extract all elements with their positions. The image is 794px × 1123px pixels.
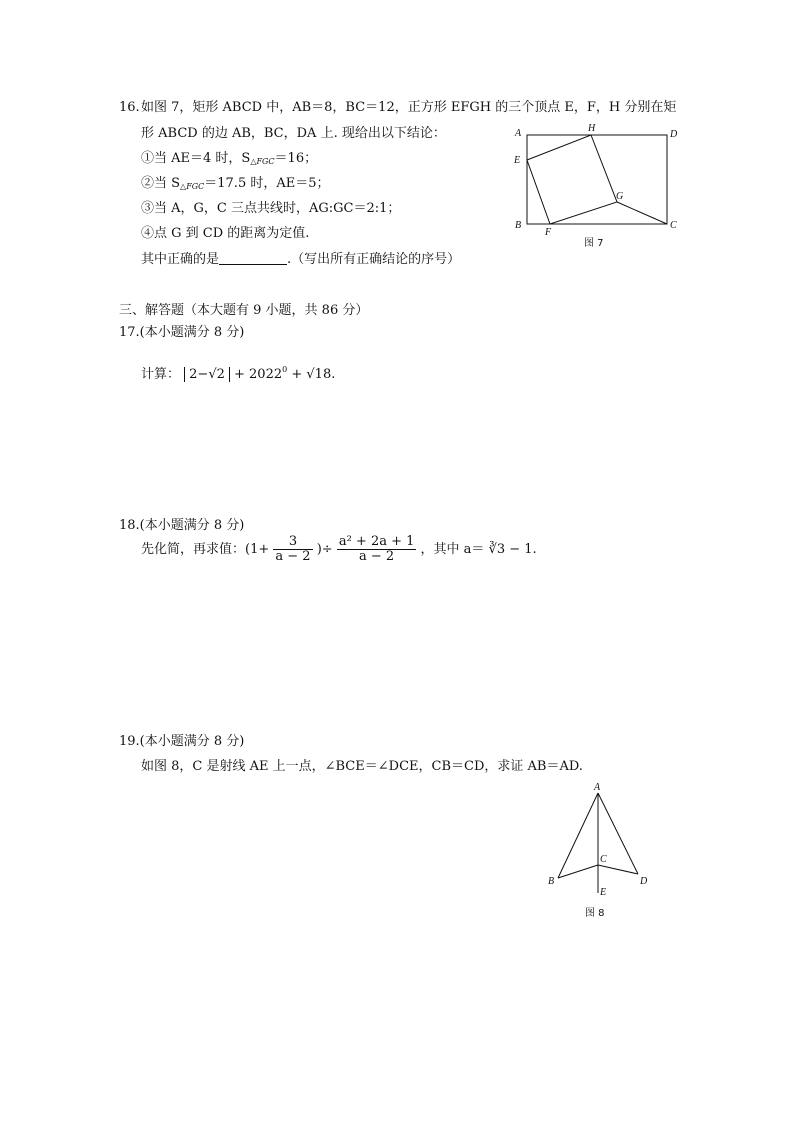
segment-gc: [617, 202, 667, 224]
q16-line2: 形 ABCD 的边 AB，BC，DA 上. 现给出以下结论：: [141, 126, 446, 141]
figure-7: [505, 120, 685, 252]
q16-c2-a: ②当 S: [141, 176, 181, 191]
q16-question: [141, 251, 460, 269]
q17-tail-b: + √18.: [291, 367, 336, 382]
q18-lead: 先化简，再求值：(1+: [141, 542, 270, 557]
fig8-label-a: A: [594, 782, 601, 793]
q16-c1-b: ＝16；: [274, 151, 318, 166]
segment-cb: [558, 865, 598, 878]
segment-ab: [558, 793, 598, 878]
q18-f1-denominator: a − 2: [275, 549, 311, 564]
fig7-label-c: C: [670, 220, 677, 231]
q18-fraction-2: [337, 535, 417, 564]
q18-tail: ，其中 a＝ ∛3 − 1.: [420, 542, 537, 557]
q16-conclusion-4: ④点 G 到 CD 的距离为定值.: [141, 226, 310, 241]
q17-expression: [141, 361, 335, 384]
q17-heading: 17.(本小题满分 8 分): [119, 325, 245, 340]
q17-abs-value: [184, 367, 230, 382]
fig7-label-f: F: [545, 227, 552, 238]
section-3-heading: 三、解答题（本大题有 9 小题，共 86 分）: [119, 303, 369, 318]
figure-8: [540, 778, 660, 923]
q18-f2-numerator: a² + 2a + 1: [338, 534, 415, 549]
q16-c1-sub: △FGC: [250, 157, 275, 166]
q16-conclusion-2: [141, 175, 330, 196]
fig7-label-b: B: [515, 220, 522, 231]
q18-f2-denominator: a − 2: [359, 549, 395, 564]
fig7-label-a: A: [515, 128, 522, 139]
fig7-label-h: H: [588, 123, 596, 134]
segment-cd: [598, 865, 638, 874]
fig7-label-d: D: [670, 129, 678, 140]
fig8-label-b: B: [548, 876, 555, 887]
fig7-label-e: E: [514, 155, 521, 166]
fig7-label-g: G: [616, 191, 624, 202]
fig8-label-c: C: [600, 854, 607, 865]
q17-calc-label: 计算：: [141, 367, 181, 382]
q17-abs-inner: 2−√2: [189, 367, 225, 382]
q16-conclusion-1: [141, 150, 317, 171]
fig8-label-d: D: [640, 876, 648, 887]
q16-answer-blank[interactable]: [219, 252, 287, 265]
square-efgh: [527, 135, 617, 224]
q16-conclusion-3: ③当 A，G，C 三点共线时，AG:GC＝2:1；: [141, 201, 401, 216]
q19-heading: 19.(本小题满分 8 分): [119, 734, 245, 749]
q16-c2-sub: △FGC: [180, 182, 205, 191]
fig8-caption: 图 8: [585, 908, 605, 919]
q18-heading: 18.(本小题满分 8 分): [119, 518, 245, 533]
q17-tail-a: + 2022: [234, 367, 283, 382]
q18-expression: [141, 535, 537, 564]
q16-line1: 如图 7，矩形 ABCD 中，AB＝8，BC＝12，正方形 EFGH 的三个顶点 E，F，H 分别在矩: [141, 100, 677, 115]
q18-fraction-1: [273, 535, 312, 564]
q16-ask-b: .（写出所有正确结论的序号）: [287, 252, 461, 267]
q16-c1-a: ①当 AE＝4 时，S: [141, 151, 251, 166]
q18-mid: )÷: [316, 542, 333, 557]
q17-exponent: 0: [282, 365, 288, 374]
q18-f1-numerator: 3: [273, 535, 312, 550]
fig8-label-e: E: [600, 887, 607, 898]
q19-text: 如图 8，C 是射线 AE 上一点，∠BCE＝∠DCE，CB＝CD，求证 AB＝AD.: [141, 759, 583, 774]
q16-ask-a: 其中正确的是: [141, 252, 220, 267]
fig7-caption: 图 7: [584, 238, 604, 249]
rectangle-abcd: [527, 135, 667, 224]
q16-c2-b: ＝17.5 时，AE＝5；: [204, 176, 330, 191]
q16-number: 16.: [119, 100, 140, 115]
